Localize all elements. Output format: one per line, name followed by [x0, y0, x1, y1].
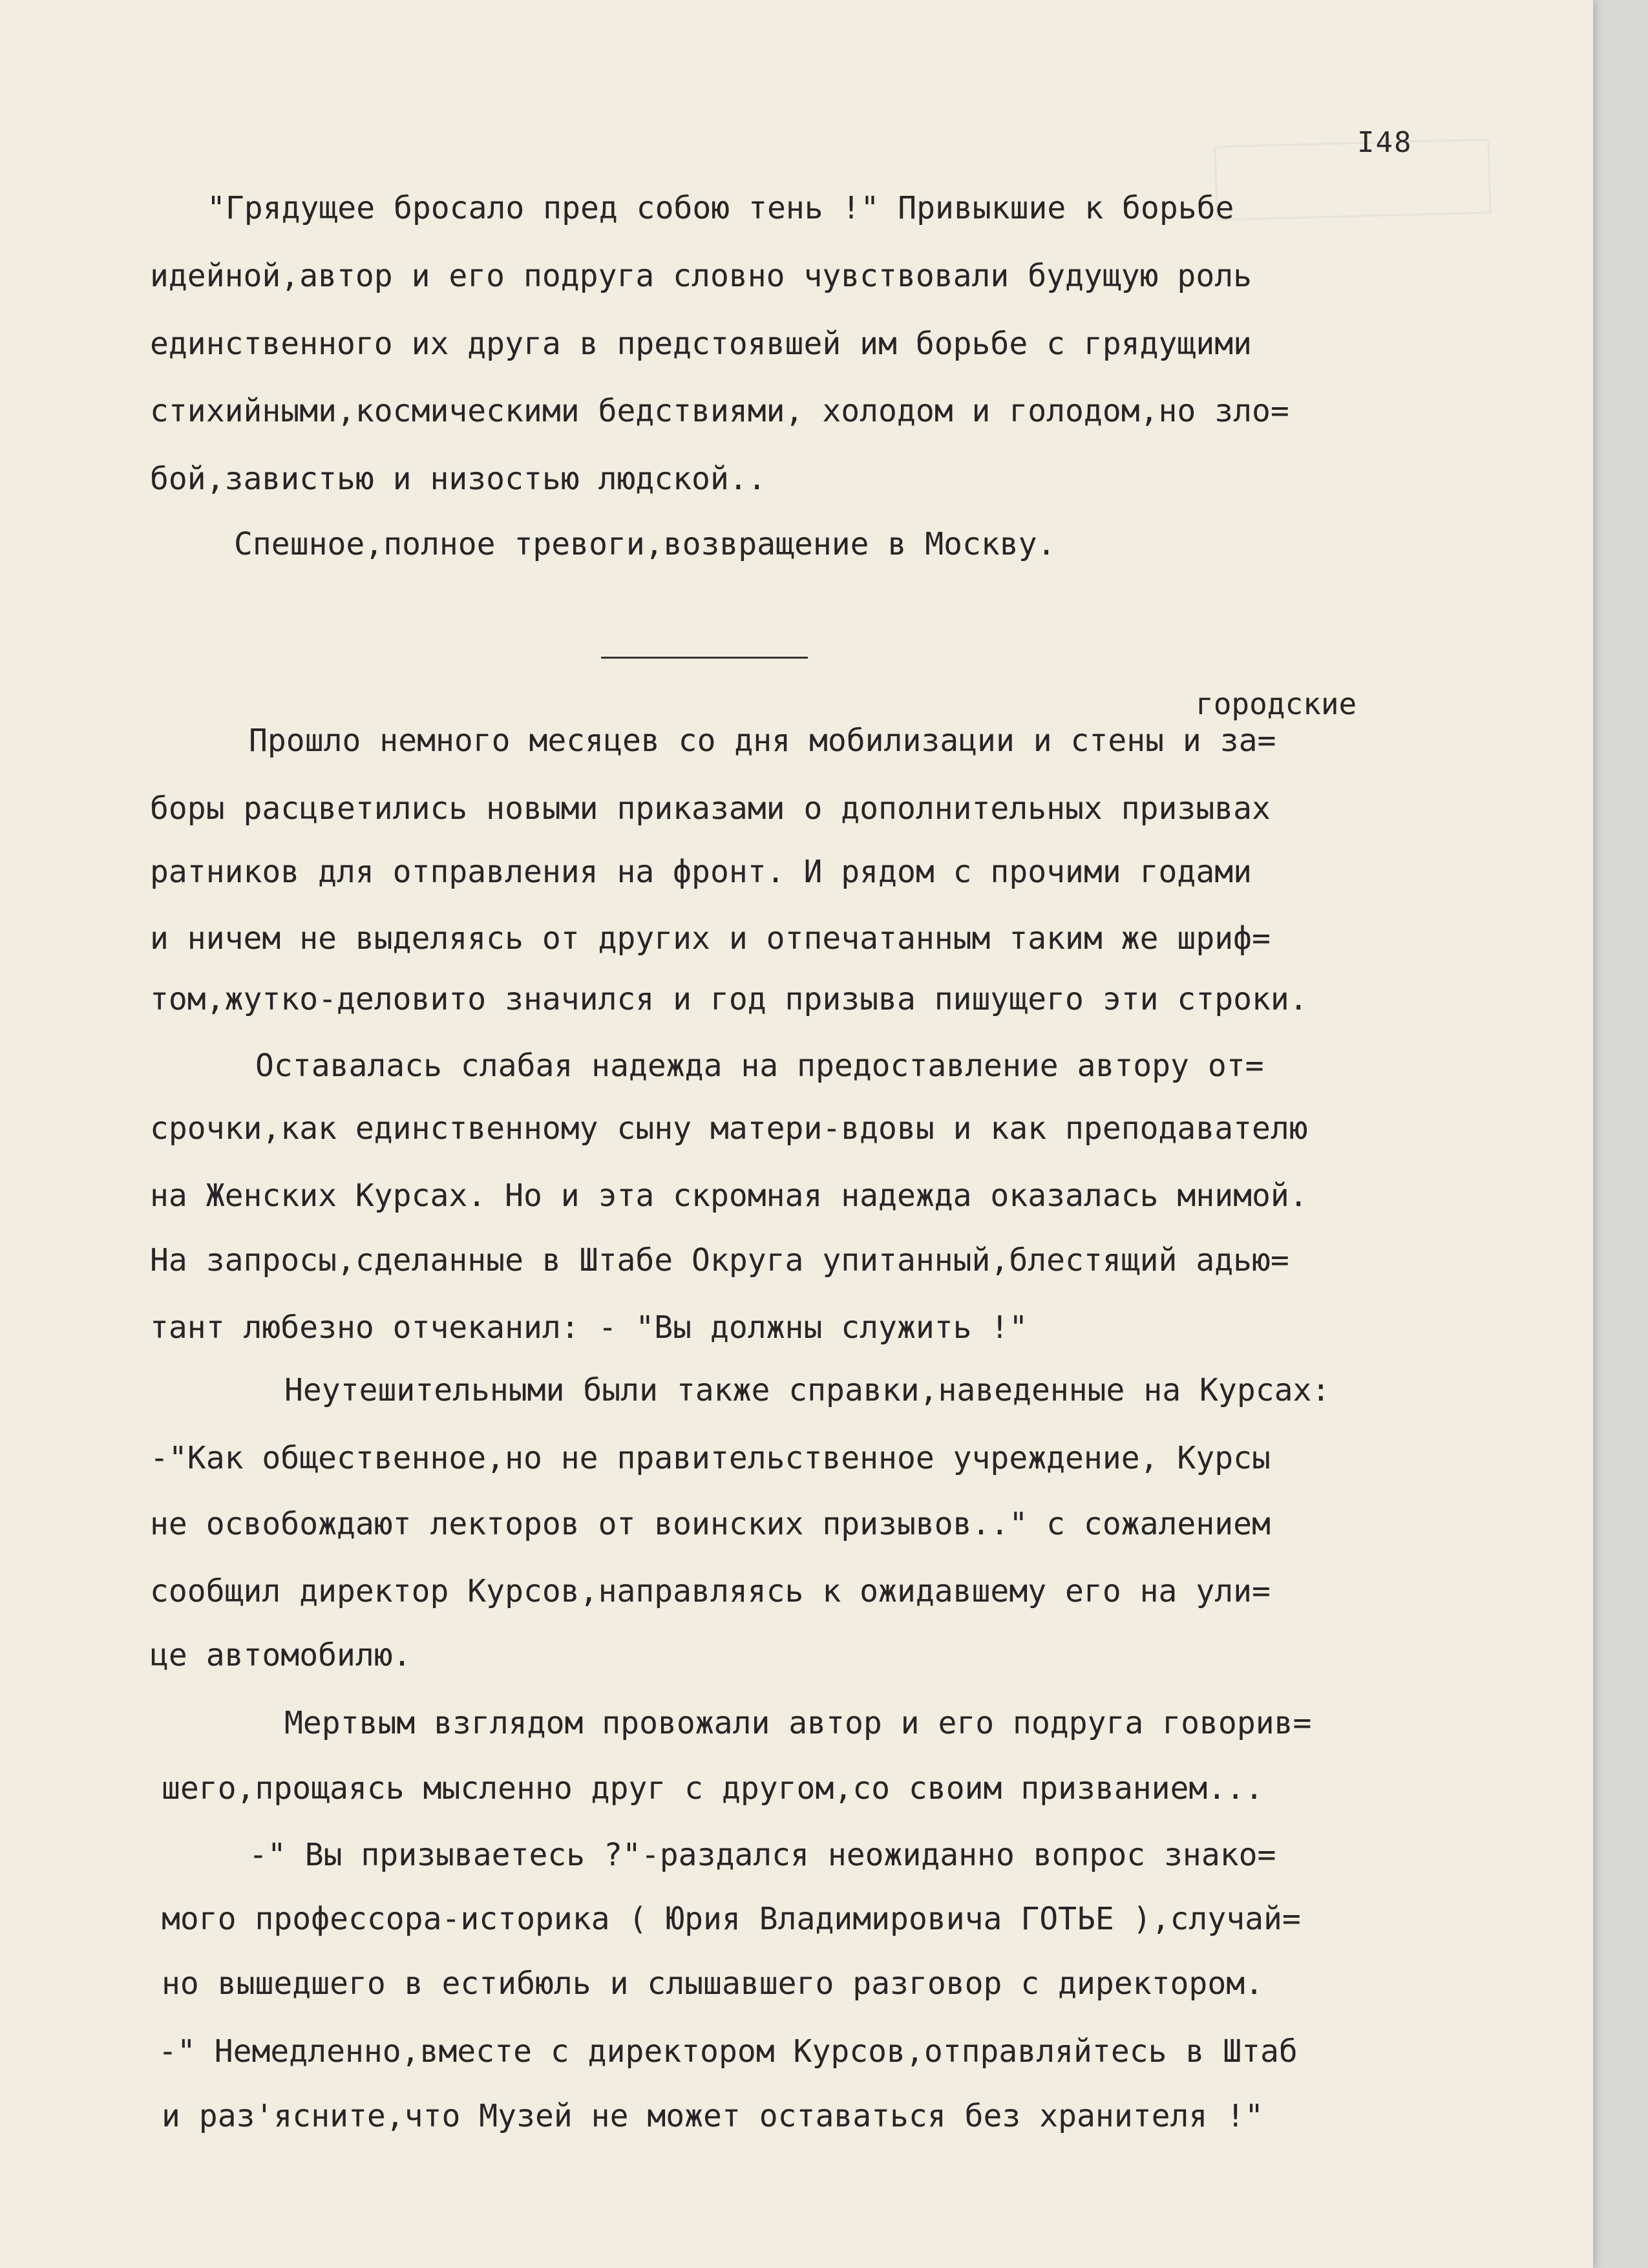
text-line: Спешное,полное тревоги,возвращение в Москву. — [234, 526, 1056, 562]
text-line: Прошло немного месяцев со дня мобилизации и стены и за= — [249, 723, 1276, 759]
text-line: том,жутко-деловито значился и год призыва пишущего эти строки. — [150, 981, 1308, 1017]
text-line: шего,прощаясь мысленно друг с другом,со своим призванием... — [162, 1770, 1264, 1807]
text-line: Неутешительными были также справки,наведенные на Курсах: — [284, 1372, 1331, 1408]
text-line: тант любезно отчеканил: - "Вы должны служить !" — [150, 1309, 1028, 1346]
text-line: срочки,как единственному сыну матери-вдовы и как преподавателю — [150, 1110, 1308, 1147]
insertion-note: городские — [1196, 686, 1357, 721]
text-line: ратников для отправления на фронт. И рядом с прочими годами — [150, 854, 1252, 890]
text-line: стихийными,космическими бедствиями, холодом и голодом,но зло= — [150, 393, 1289, 429]
page-number: I48 — [1357, 126, 1413, 159]
section-separator — [601, 657, 808, 659]
text-line: бой,завистью и низостью людской.. — [150, 461, 766, 497]
text-line: Оставалась слабая надежда на предоставление автору от= — [255, 1048, 1264, 1084]
text-line: -" Немедленно,вместе с директором Курсов,отправляйтесь в Штаб — [158, 2033, 1298, 2070]
text-line: Мертвым взглядом провожали автор и его подруга говорив= — [284, 1705, 1312, 1741]
stamp-bleed-through — [1214, 138, 1492, 220]
text-line: не освобождают лекторов от воинских призывов.." с сожалением — [150, 1506, 1271, 1542]
text-line: и ничем не выделяясь от других и отпечатанным таким же шриф= — [150, 920, 1271, 957]
text-line: -" Вы призываетесь ?"-раздался неожиданно вопрос знако= — [249, 1837, 1276, 1873]
text-line: единственного их друга в предстоявшей им борьбе с грядущими — [150, 326, 1252, 362]
text-line: но вышедшего в естибюль и слышавшего разговор с директором. — [162, 1966, 1264, 2002]
text-line: боры расцветились новыми приказами о дополнительных призывах — [150, 790, 1271, 827]
text-line: -"Как общественное,но не правительственное учреждение, Курсы — [150, 1440, 1271, 1476]
text-line: на Женских Курсах. Но и эта скромная надежда оказалась мнимой. — [150, 1178, 1308, 1214]
text-line: сообщил директор Курсов,направляясь к ожидавшему его на ули= — [150, 1573, 1271, 1609]
text-line: На запросы,сделанные в Штабе Округа упитанный,блестящий адью= — [150, 1242, 1289, 1278]
text-line: идейной,автор и его подруга словно чувствовали будущую роль — [150, 258, 1252, 294]
text-line: мого профессора-историка ( Юрия Владимировича ГОТЬЕ ),случай= — [162, 1901, 1301, 1937]
text-line: и раз'ясните,что Музей не может оставаться без хранителя !" — [162, 2098, 1264, 2134]
text-line: "Грядущее бросало пред собою тень !" Привыкшие к борьбе — [207, 190, 1234, 226]
text-line: це автомобилю. — [150, 1637, 412, 1673]
